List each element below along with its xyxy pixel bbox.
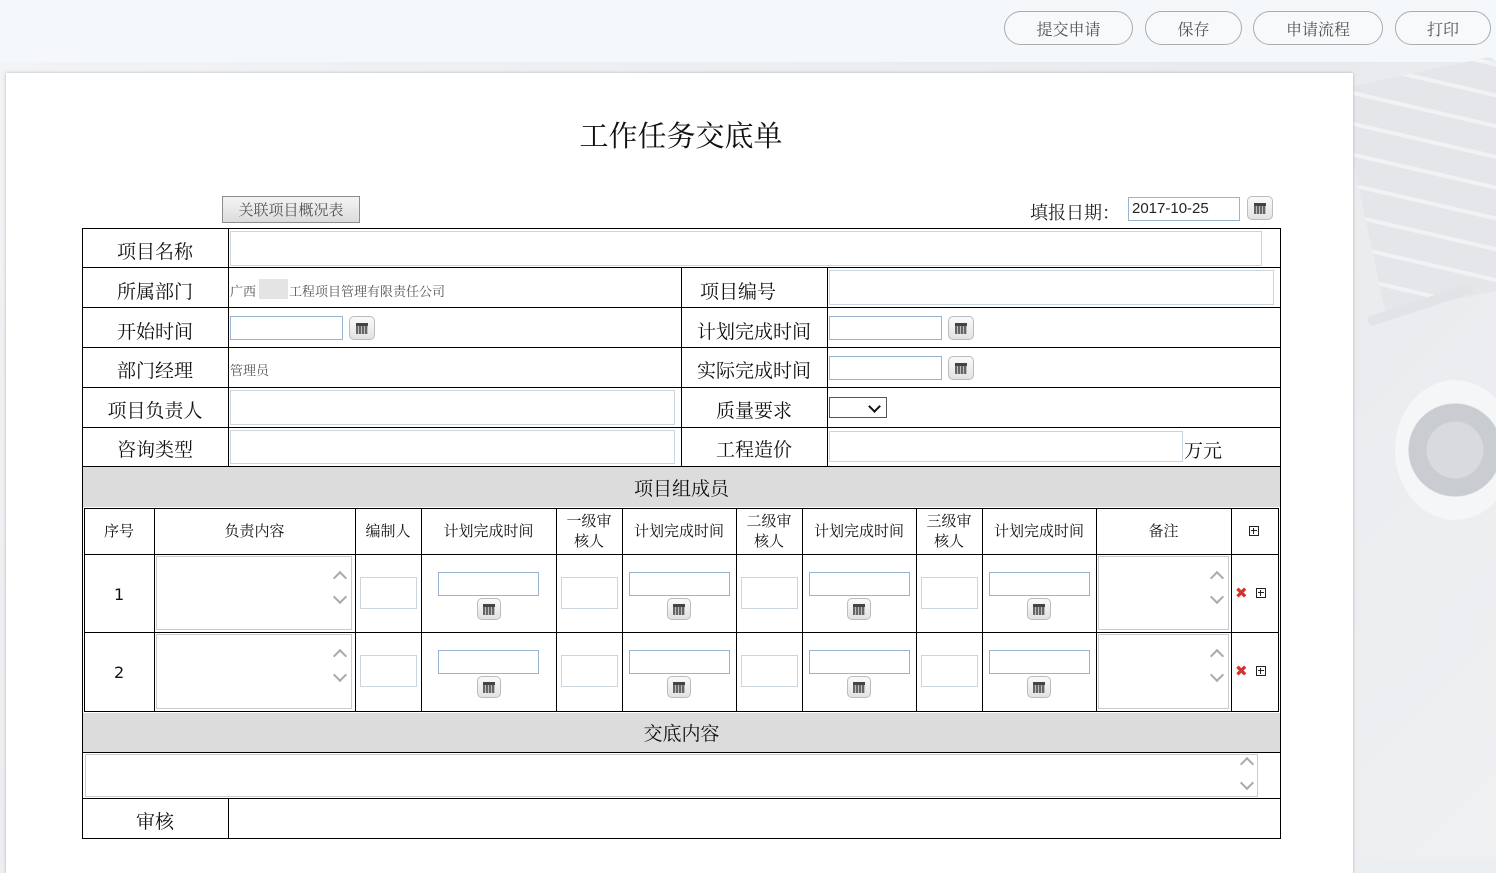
header-seq: 序号 (103, 522, 134, 540)
header-plan-4: 计划完成时间 (993, 522, 1084, 540)
cost-label: 工程造价 (715, 439, 792, 461)
start-time-calendar-icon[interactable] (349, 316, 375, 340)
note-textarea[interactable] (1098, 634, 1229, 709)
plan-4-input[interactable] (989, 650, 1090, 674)
application-flow-button[interactable]: 申请流程 (1253, 11, 1383, 45)
print-button[interactable]: 打印 (1395, 11, 1491, 45)
delete-row-icon[interactable]: ✖ (1235, 662, 1248, 680)
project-lead-input[interactable] (230, 390, 675, 425)
add-row-icon[interactable] (1249, 526, 1259, 536)
plan-finish-calendar-icon[interactable] (948, 316, 974, 340)
header-reviewer-3: 三级审核人 (926, 512, 972, 550)
content-textarea[interactable] (156, 556, 352, 630)
header-content: 负责内容 (224, 522, 285, 540)
scroll-arrows-icon[interactable] (1241, 756, 1253, 794)
quality-select[interactable] (829, 397, 887, 418)
dept-manager-value: 管理员 (230, 364, 270, 379)
review-field (229, 799, 1280, 838)
fill-date-calendar-icon[interactable] (1247, 196, 1273, 220)
cost-input[interactable] (829, 431, 1183, 462)
editor-input[interactable] (360, 655, 417, 687)
scroll-arrows-icon[interactable] (334, 648, 346, 688)
reviewer-2-input[interactable] (741, 577, 798, 609)
handover-band: 交底内容 (83, 713, 1280, 752)
quality-label: 质量要求 (715, 400, 792, 422)
fill-date-input[interactable]: 2017-10-25 (1128, 197, 1240, 221)
project-name-label: 项目名称 (116, 241, 193, 263)
redacted-block (259, 279, 288, 299)
plan-4-calendar-icon[interactable] (1027, 598, 1051, 620)
plan-2-input[interactable] (629, 650, 730, 674)
header-reviewer-2: 二级审核人 (746, 512, 792, 550)
start-time-label: 开始时间 (116, 321, 193, 343)
fill-date-label: 填报日期： (1030, 203, 1120, 224)
header-note: 备注 (1148, 522, 1179, 540)
plan-3-input[interactable] (809, 572, 910, 596)
reviewer-1-input[interactable] (561, 655, 618, 687)
dept-manager-label: 部门经理 (116, 360, 193, 382)
top-toolbar (0, 0, 1496, 63)
actual-finish-label: 实际完成时间 (696, 360, 811, 382)
plan-3-calendar-icon[interactable] (847, 598, 871, 620)
note-textarea[interactable] (1098, 556, 1229, 630)
department-label: 所属部门 (116, 281, 193, 303)
plan-2-input[interactable] (629, 572, 730, 596)
link-project-overview-button[interactable]: 关联项目概况表 (222, 196, 360, 223)
handover-textarea[interactable] (85, 754, 1258, 797)
scroll-arrows-icon[interactable] (334, 570, 346, 610)
plan-1-input[interactable] (438, 650, 539, 674)
plan-3-calendar-icon[interactable] (847, 676, 871, 698)
delete-row-icon[interactable]: ✖ (1235, 584, 1248, 602)
row-seq: 2 (114, 663, 125, 682)
header-editor: 编制人 (365, 522, 411, 540)
save-button[interactable]: 保存 (1145, 11, 1242, 45)
reviewer-3-input[interactable] (921, 577, 978, 609)
plan-2-calendar-icon[interactable] (667, 598, 691, 620)
header-plan-2: 计划完成时间 (633, 522, 724, 540)
actual-finish-input[interactable] (829, 356, 942, 380)
scroll-arrows-icon[interactable] (1211, 648, 1223, 688)
review-label: 审核 (135, 811, 174, 833)
plan-1-calendar-icon[interactable] (477, 598, 501, 620)
plan-3-input[interactable] (809, 650, 910, 674)
department-value-suffix: 工程项目管理有限责任公司 (289, 285, 446, 300)
header-plan-3: 计划完成时间 (813, 522, 904, 540)
form-title: 工作任务交底单 (579, 119, 783, 153)
department-value-prefix: 广西 (230, 285, 257, 300)
reviewer-3-input[interactable] (921, 655, 978, 687)
reviewer-2-input[interactable] (741, 655, 798, 687)
submit-application-button[interactable]: 提交申请 (1004, 11, 1133, 45)
plan-4-calendar-icon[interactable] (1027, 676, 1051, 698)
plan-1-calendar-icon[interactable] (477, 676, 501, 698)
header-reviewer-1: 一级审核人 (566, 512, 612, 550)
project-lead-label: 项目负责人 (107, 400, 203, 422)
actual-finish-calendar-icon[interactable] (948, 356, 974, 380)
consult-type-label: 咨询类型 (116, 439, 193, 461)
cost-unit: 万元 (1184, 440, 1223, 462)
plan-finish-label: 计划完成时间 (696, 321, 811, 343)
project-number-label: 项目编号 (699, 281, 776, 303)
add-row-icon[interactable] (1256, 588, 1266, 598)
header-plan-1: 计划完成时间 (443, 522, 534, 540)
add-row-icon[interactable] (1256, 666, 1266, 676)
editor-input[interactable] (360, 577, 417, 609)
project-number-input[interactable] (829, 270, 1274, 305)
plan-2-calendar-icon[interactable] (667, 676, 691, 698)
reviewer-1-input[interactable] (561, 577, 618, 609)
members-band: 项目组成员 (83, 467, 1280, 507)
plan-1-input[interactable] (438, 572, 539, 596)
scroll-arrows-icon[interactable] (1211, 570, 1223, 610)
project-name-input[interactable] (230, 231, 1262, 266)
plan-4-input[interactable] (989, 572, 1090, 596)
row-seq: 1 (114, 585, 125, 604)
start-time-input[interactable] (230, 316, 343, 340)
content-textarea[interactable] (156, 634, 352, 709)
plan-finish-input[interactable] (829, 316, 942, 340)
consult-type-input[interactable] (230, 430, 675, 464)
